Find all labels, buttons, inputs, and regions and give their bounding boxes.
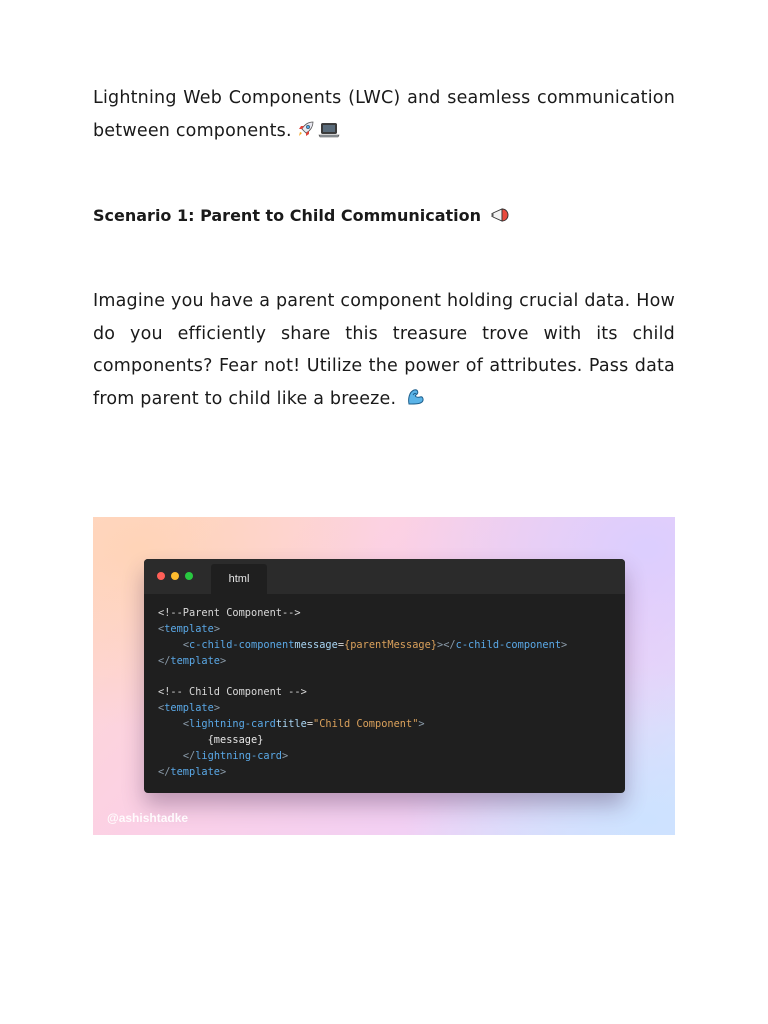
code-line	[158, 670, 567, 686]
code-tag-name: template	[164, 702, 214, 715]
code-punct-open: </	[158, 765, 171, 778]
code-punct-open: <	[158, 702, 165, 715]
laptop-icon	[318, 118, 340, 151]
intro-paragraph	[93, 82, 675, 150]
code-punct-close: >	[282, 750, 289, 763]
code-punct-close: >	[220, 765, 227, 778]
code-window	[144, 559, 625, 793]
code-equals: =	[306, 718, 314, 731]
code-line	[158, 749, 567, 765]
code-line	[158, 622, 567, 638]
code-block	[158, 606, 567, 781]
code-punct-close: >	[561, 638, 568, 651]
code-indent	[158, 750, 183, 762]
code-text-content: {message}	[207, 734, 264, 747]
code-line	[158, 638, 567, 654]
code-comment: <!-- Child Component -->	[158, 686, 307, 699]
code-tag-name: template	[164, 622, 214, 635]
code-attr-name: message	[294, 638, 338, 651]
body-text: Imagine you have a parent component holding crucial data. How do you efficiently share this treasure trove with its child components? Fear not! Utilize the power of attributes. Pass data from parent to child like a breeze.	[93, 291, 675, 409]
code-tag-name: template	[170, 765, 221, 778]
rocket-icon	[296, 118, 316, 151]
code-punct-open: <	[158, 622, 165, 635]
intro-text: Lightning Web Components (LWC) and seamless communication between components.	[93, 88, 675, 141]
close-dot-icon	[157, 572, 165, 580]
code-line	[158, 685, 567, 701]
wind-icon	[405, 386, 427, 419]
code-comment: <!--Parent Component-->	[158, 607, 301, 619]
minimize-dot-icon	[171, 572, 179, 580]
code-indent	[158, 718, 183, 730]
code-line	[158, 765, 567, 781]
code-line	[158, 701, 567, 717]
code-punct-open: </	[182, 750, 196, 763]
code-line	[158, 733, 567, 749]
code-string-value: "Child Component"	[313, 718, 419, 731]
code-punct-open: <	[182, 718, 190, 731]
code-tag-name: c-child-component	[455, 638, 562, 651]
maximize-dot-icon	[185, 572, 193, 580]
code-punct-mid: ></	[437, 638, 456, 651]
code-punct-open: <	[182, 638, 190, 651]
code-indent	[158, 639, 183, 651]
code-attr-name: title	[275, 718, 307, 731]
document-page	[93, 0, 675, 1024]
code-indent	[158, 734, 208, 746]
file-tab: html	[211, 564, 267, 594]
scenario-heading-text: Scenario 1: Parent to Child Communication	[93, 206, 482, 225]
code-tag-name: lightning-card	[189, 718, 276, 731]
window-titlebar	[144, 559, 625, 594]
scenario-heading	[93, 203, 512, 232]
code-equals: =	[337, 638, 345, 651]
megaphone-icon	[490, 206, 512, 232]
code-punct-close: >	[213, 622, 221, 635]
watermark: @ashishtadke	[107, 811, 189, 825]
code-tag-name: lightning-card	[195, 750, 283, 763]
code-punct-close: >	[418, 718, 425, 731]
body-paragraph	[93, 285, 675, 418]
code-punct-close: >	[220, 654, 227, 667]
code-punct-open: </	[158, 654, 171, 667]
code-tag-name: template	[170, 654, 221, 667]
code-line	[158, 654, 567, 670]
code-expression: {parentMessage}	[344, 638, 438, 651]
code-punct-close: >	[213, 702, 221, 715]
code-line	[158, 606, 567, 622]
code-tag-name: c-child-component	[189, 638, 295, 651]
code-line	[158, 717, 567, 733]
code-screenshot-image	[93, 517, 675, 835]
